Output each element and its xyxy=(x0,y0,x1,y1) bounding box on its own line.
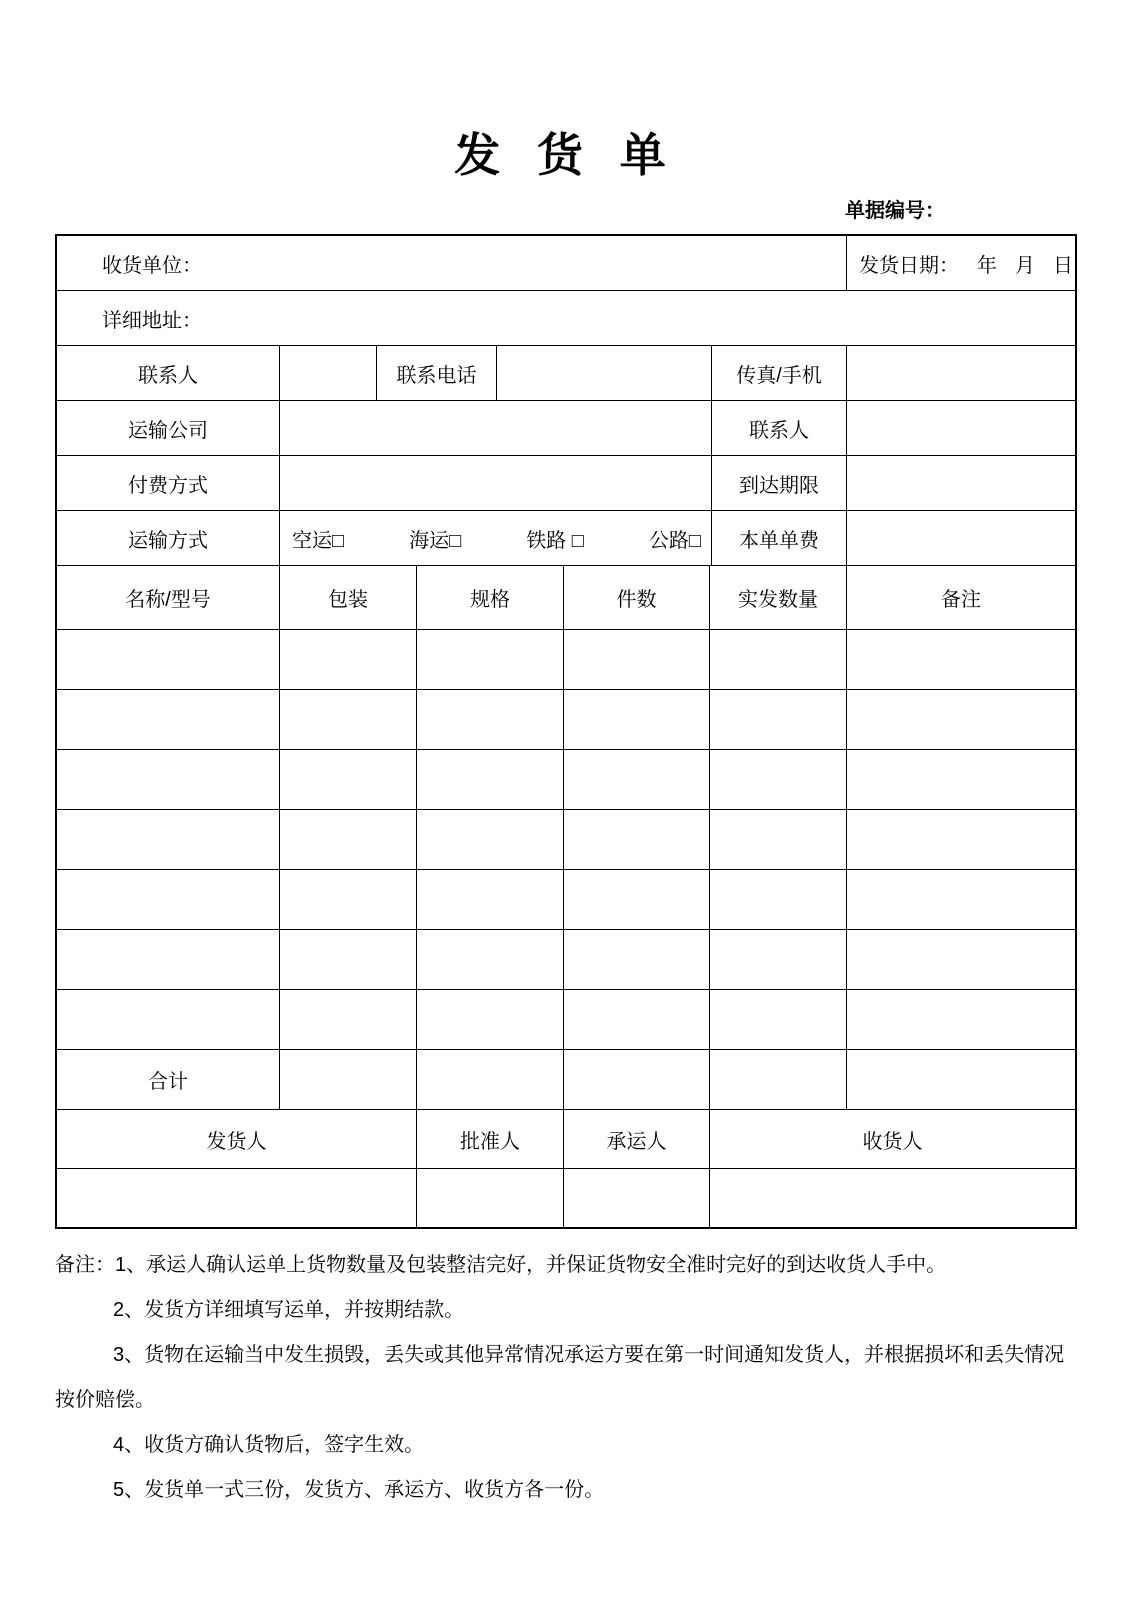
doc-number-label: 单据编号： xyxy=(845,200,945,222)
goods-empty-cell xyxy=(280,750,417,809)
goods-header-actual-qty: 实发数量 xyxy=(710,566,847,629)
goods-empty-cell xyxy=(710,930,847,989)
total-empty-cell xyxy=(847,1050,1075,1109)
goods-empty-cell xyxy=(847,690,1075,749)
contact-label-cell: 联系人 xyxy=(57,346,280,400)
goods-header-name: 名称/型号 xyxy=(57,566,280,629)
goods-empty-cell xyxy=(564,690,710,749)
goods-empty-cell xyxy=(710,690,847,749)
goods-empty-cell xyxy=(57,810,280,869)
info-row-contact xyxy=(57,346,1075,401)
note-item-3: 3、货物在运输当中发生损毁，丢失或其他异常情况承运方要在第一时间通知发货人，并根据损坏和丢失情况按价赔偿。 xyxy=(55,1344,1065,1411)
goods-blank-row xyxy=(57,810,1075,870)
goods-blank-row xyxy=(57,750,1075,810)
order-fee-label-cell: 本单单费 xyxy=(712,511,847,565)
info-row-receiver xyxy=(57,236,1075,291)
goods-empty-cell xyxy=(57,750,280,809)
arrival-deadline-value-cell xyxy=(847,456,1075,510)
transport-company-value-cell xyxy=(280,401,712,455)
signature-row xyxy=(57,1110,1075,1169)
signature-approver-cell: 批准人 xyxy=(417,1110,564,1168)
ship-date-month: 月 xyxy=(1015,254,1035,277)
info-row-payment xyxy=(57,456,1075,511)
checkbox-option-rail: 铁路 □ xyxy=(526,529,584,552)
payment-method-label-cell: 付费方式 xyxy=(57,456,280,510)
goods-header-packaging: 包装 xyxy=(280,566,417,629)
ship-date-day: 日 xyxy=(1053,254,1073,277)
note-item-4: 4、收货方确认货物后，签字生效。 xyxy=(113,1434,425,1456)
signature-receiver-cell: 收货人 xyxy=(862,1130,923,1153)
shipping-order-table xyxy=(55,234,1077,1229)
phone-label-cell: 联系电话 xyxy=(377,346,497,400)
info-row-transport-mode xyxy=(57,511,1075,566)
goods-empty-cell xyxy=(847,990,1075,1049)
total-empty-cell xyxy=(280,1050,417,1109)
goods-empty-cell xyxy=(564,810,710,869)
goods-empty-cell xyxy=(417,690,564,749)
fax-mobile-value-cell xyxy=(847,346,1075,400)
goods-empty-cell xyxy=(564,930,710,989)
signature-blank-cell xyxy=(710,1169,1075,1227)
goods-blank-row xyxy=(57,690,1075,750)
goods-blank-row xyxy=(57,990,1075,1050)
payment-method-value-cell xyxy=(280,456,712,510)
info-row-transport-company xyxy=(57,401,1075,456)
order-fee-value-cell xyxy=(847,511,1075,565)
checkbox-option-road: 公路□ xyxy=(648,529,701,552)
signature-blank-cell xyxy=(564,1169,710,1227)
fax-mobile-label-cell: 传真/手机 xyxy=(712,346,847,400)
goods-empty-cell xyxy=(417,750,564,809)
contact-value-cell xyxy=(280,346,377,400)
total-row xyxy=(57,1050,1075,1110)
signature-blank-cell xyxy=(57,1169,417,1227)
goods-empty-cell xyxy=(57,990,280,1049)
ship-date-year: 年 xyxy=(977,254,997,277)
goods-empty-cell xyxy=(564,870,710,929)
note-item-2: 2、发货方详细填写运单，并按期结款。 xyxy=(113,1299,465,1321)
page-title: 发 货 单 xyxy=(454,129,678,181)
goods-blank-row xyxy=(57,630,1075,690)
goods-empty-cell xyxy=(847,930,1075,989)
goods-empty-cell xyxy=(417,870,564,929)
goods-empty-cell xyxy=(847,750,1075,809)
goods-empty-cell xyxy=(564,750,710,809)
notes xyxy=(55,1243,1077,1513)
goods-empty-cell xyxy=(57,690,280,749)
goods-empty-cell xyxy=(280,690,417,749)
info-row-address xyxy=(57,291,1075,346)
transport-mode-label-cell: 运输方式 xyxy=(57,511,280,565)
goods-empty-cell xyxy=(710,990,847,1049)
goods-empty-cell xyxy=(57,630,280,689)
goods-empty-cell xyxy=(57,870,280,929)
signature-shipper-cell: 发货人 xyxy=(57,1110,417,1168)
goods-empty-cell xyxy=(847,870,1075,929)
company-contact-label-cell: 联系人 xyxy=(712,401,847,455)
goods-header-remarks: 备注 xyxy=(941,589,981,611)
goods-empty-cell xyxy=(564,990,710,1049)
goods-empty-cell xyxy=(280,810,417,869)
signature-carrier-cell: 承运人 xyxy=(564,1110,710,1168)
ship-date-label: 发货日期： xyxy=(859,254,959,277)
goods-empty-cell xyxy=(847,630,1075,689)
receiver-label-cell: 收货单位： xyxy=(57,236,847,290)
phone-value-cell xyxy=(497,346,712,400)
goods-empty-cell xyxy=(417,810,564,869)
goods-blank-row xyxy=(57,870,1075,930)
goods-empty-cell xyxy=(57,930,280,989)
goods-empty-cell xyxy=(280,930,417,989)
goods-empty-cell xyxy=(280,990,417,1049)
address-label-cell: 详细地址： xyxy=(102,309,202,332)
transport-mode-options-cell xyxy=(280,511,712,565)
goods-blank-row xyxy=(57,930,1075,990)
goods-empty-cell xyxy=(710,630,847,689)
goods-empty-cell xyxy=(417,930,564,989)
goods-header-pieces: 件数 xyxy=(564,566,710,629)
arrival-deadline-label-cell: 到达期限 xyxy=(712,456,847,510)
goods-empty-cell xyxy=(847,810,1075,869)
company-contact-value-cell xyxy=(847,401,1075,455)
goods-empty-cell xyxy=(280,630,417,689)
total-empty-cell xyxy=(710,1050,847,1109)
goods-header-row xyxy=(57,566,1075,630)
total-empty-cell xyxy=(417,1050,564,1109)
goods-empty-cell xyxy=(417,990,564,1049)
ship-date-cell xyxy=(847,236,1075,290)
total-label-cell: 合计 xyxy=(57,1050,280,1109)
signature-blank-row xyxy=(57,1169,1075,1227)
signature-blank-cell xyxy=(417,1169,564,1227)
checkbox-option-air: 空运□ xyxy=(292,529,345,552)
goods-empty-cell xyxy=(564,630,710,689)
goods-empty-cell xyxy=(710,750,847,809)
checkbox-option-sea: 海运□ xyxy=(409,529,462,552)
goods-empty-cell xyxy=(280,870,417,929)
note-item-1: 备注：1、承运人确认运单上货物数量及包装整洁完好，并保证货物安全准时完好的到达收货人手中。 xyxy=(55,1254,947,1276)
goods-empty-cell xyxy=(417,630,564,689)
transport-company-label-cell: 运输公司 xyxy=(57,401,280,455)
total-empty-cell xyxy=(564,1050,710,1109)
goods-empty-cell xyxy=(710,810,847,869)
goods-header-spec: 规格 xyxy=(417,566,564,629)
note-item-5: 5、发货单一式三份，发货方、承运方、收货方各一份。 xyxy=(113,1479,605,1501)
goods-empty-cell xyxy=(710,870,847,929)
